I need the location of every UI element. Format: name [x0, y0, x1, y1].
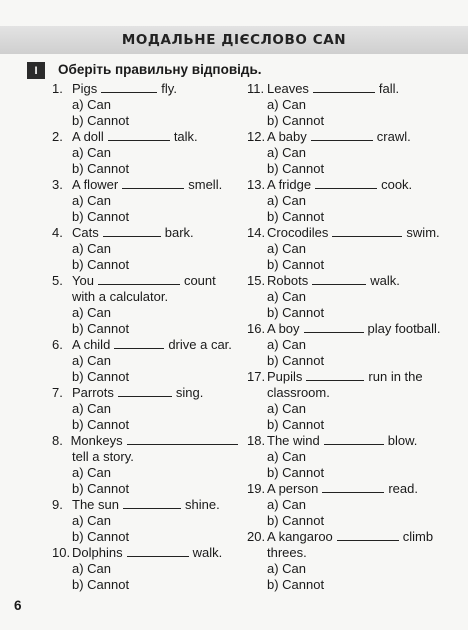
option-a[interactable]: a) Can — [267, 449, 307, 464]
question-number: 2. — [52, 129, 63, 144]
question-item — [52, 177, 242, 225]
question-end: crawl. — [376, 129, 411, 144]
question-line — [52, 177, 242, 193]
question-number: 9. — [52, 497, 63, 512]
option-a[interactable]: a) Can — [267, 401, 307, 416]
option-a[interactable]: a) Can — [267, 289, 307, 304]
question-item — [52, 81, 242, 129]
question-start: Cats — [72, 225, 99, 240]
option-b[interactable]: b) Cannot — [267, 161, 325, 176]
question-end: play football. — [367, 321, 441, 336]
question-start: Pupils — [267, 369, 303, 384]
answer-blank — [315, 177, 377, 189]
option-a[interactable]: a) Can — [267, 561, 307, 576]
question-end: read. — [388, 481, 418, 496]
question-end: smell. — [188, 177, 223, 192]
option-a[interactable]: a) Can — [267, 193, 307, 208]
question-start: Pigs — [72, 81, 98, 96]
question-number: 20. — [247, 529, 266, 544]
question-number: 15. — [247, 273, 266, 288]
option-a[interactable]: a) Can — [72, 401, 112, 416]
question-item — [247, 369, 447, 433]
option-b[interactable]: b) Cannot — [267, 465, 325, 480]
question-number: 8. — [52, 433, 63, 448]
answer-blank — [304, 321, 364, 333]
question-continuation: threes. — [267, 545, 307, 560]
question-number: 14. — [247, 225, 266, 240]
question-end: fall. — [378, 81, 400, 96]
question-number: 4. — [52, 225, 63, 240]
question-item — [52, 497, 242, 545]
right-question-column — [247, 81, 447, 593]
question-number: 6. — [52, 337, 63, 352]
question-start: Robots — [267, 273, 309, 288]
question-line — [247, 481, 447, 497]
question-line — [247, 177, 447, 193]
option-b[interactable]: b) Cannot — [72, 113, 130, 128]
answer-blank — [306, 369, 364, 381]
option-a[interactable]: a) Can — [267, 337, 307, 352]
option-b[interactable]: b) Cannot — [267, 113, 325, 128]
option-a[interactable]: a) Can — [267, 497, 307, 512]
question-start: Leaves — [267, 81, 309, 96]
question-start: The sun — [72, 497, 119, 512]
question-number: 11. — [247, 81, 265, 96]
question-line — [247, 369, 447, 385]
question-item — [247, 225, 447, 273]
option-a[interactable]: a) Can — [72, 193, 112, 208]
question-number: 19. — [247, 481, 266, 496]
option-a[interactable]: a) Can — [72, 241, 112, 256]
question-item — [52, 385, 242, 433]
question-start: Monkeys — [70, 433, 123, 448]
answer-blank — [118, 385, 172, 397]
question-end: talk. — [173, 129, 198, 144]
answer-blank — [127, 545, 189, 557]
answer-blank — [313, 81, 375, 93]
question-start: Parrots — [72, 385, 114, 400]
question-end: shine. — [184, 497, 220, 512]
section-title: МОДАЛЬНЕ ДІЄСЛОВО CAN — [121, 32, 347, 48]
answer-blank — [332, 225, 402, 237]
option-b[interactable]: b) Cannot — [72, 369, 130, 384]
option-a[interactable]: a) Can — [72, 305, 112, 320]
option-b[interactable]: b) Cannot — [267, 577, 325, 592]
answer-blank — [123, 497, 181, 509]
question-end: swim. — [406, 225, 440, 240]
question-item — [247, 81, 447, 129]
option-a[interactable]: a) Can — [72, 513, 112, 528]
question-start: A boy — [267, 321, 300, 336]
question-item — [247, 129, 447, 177]
option-b[interactable]: b) Cannot — [72, 209, 130, 224]
question-line — [52, 81, 242, 97]
page-number: 6 — [14, 598, 22, 613]
option-a[interactable]: a) Can — [72, 561, 112, 576]
question-start: A person — [267, 481, 319, 496]
question-line — [52, 545, 242, 561]
question-item — [247, 321, 447, 369]
question-start: A doll — [72, 129, 104, 144]
option-a[interactable]: a) Can — [72, 465, 112, 480]
answer-blank — [324, 433, 384, 445]
option-a[interactable]: a) Can — [267, 241, 307, 256]
question-continuation: with a calculator. — [72, 289, 169, 304]
question-end: sing. — [175, 385, 204, 400]
option-b[interactable]: b) Cannot — [72, 481, 130, 496]
question-number: 17. — [247, 369, 266, 384]
question-line — [52, 337, 242, 353]
question-line — [247, 321, 447, 337]
option-b[interactable]: b) Cannot — [72, 321, 130, 336]
option-a[interactable]: a) Can — [72, 97, 112, 112]
question-number: 12. — [247, 129, 266, 144]
question-number: 16. — [247, 321, 266, 336]
left-question-column — [52, 81, 242, 609]
question-item — [52, 545, 242, 609]
question-item — [52, 273, 242, 337]
question-number: 13. — [247, 177, 266, 192]
answer-blank — [103, 225, 161, 237]
option-b[interactable]: b) Cannot — [267, 513, 325, 528]
answer-blank — [114, 337, 164, 349]
option-b[interactable]: b) Cannot — [72, 417, 130, 432]
option-b[interactable]: b) Cannot — [72, 257, 130, 272]
question-start: Dolphins — [72, 545, 123, 560]
option-a[interactable]: a) Can — [267, 145, 307, 160]
option-b[interactable]: b) Cannot — [72, 577, 130, 592]
question-line — [247, 225, 447, 241]
question-start: A child — [72, 337, 111, 352]
question-number: 5. — [52, 273, 63, 288]
option-b[interactable]: b) Cannot — [72, 161, 130, 176]
option-b[interactable]: b) Cannot — [267, 257, 325, 272]
question-line — [52, 497, 242, 513]
question-number: 10. — [52, 545, 71, 560]
question-line — [52, 433, 242, 449]
question-item — [247, 529, 447, 593]
answer-blank — [98, 273, 180, 285]
answer-blank — [337, 529, 399, 541]
question-line — [247, 273, 447, 289]
question-item — [247, 481, 447, 529]
section-header — [0, 26, 468, 54]
option-b[interactable]: b) Cannot — [267, 417, 325, 432]
question-end: walk. — [192, 545, 223, 560]
option-b[interactable]: b) Cannot — [267, 305, 325, 320]
option-b[interactable]: b) Cannot — [267, 209, 325, 224]
answer-blank — [108, 129, 170, 141]
question-number: 18. — [247, 433, 266, 448]
answer-blank — [122, 177, 184, 189]
answer-blank — [312, 273, 366, 285]
question-start: A flower — [72, 177, 119, 192]
question-item — [247, 177, 447, 225]
question-number: 7. — [52, 385, 63, 400]
question-end: bark. — [164, 225, 194, 240]
question-item — [52, 225, 242, 273]
question-end: run in the — [368, 369, 423, 384]
task-number-badge: I — [27, 62, 45, 79]
question-line — [52, 225, 242, 241]
answer-blank — [127, 433, 238, 445]
question-line — [52, 273, 242, 289]
option-a[interactable]: a) Can — [72, 353, 112, 368]
answer-blank — [322, 481, 384, 493]
task-instruction: Оберіть правильну відповідь. — [58, 62, 262, 77]
question-end: cook. — [381, 177, 413, 192]
option-b[interactable]: b) Cannot — [267, 353, 325, 368]
question-item — [247, 433, 447, 481]
answer-blank — [101, 81, 157, 93]
question-number: 1. — [52, 81, 63, 96]
option-a[interactable]: a) Can — [267, 97, 307, 112]
question-line — [52, 385, 242, 401]
question-end: fly. — [161, 81, 177, 96]
question-line — [52, 129, 242, 145]
option-a[interactable]: a) Can — [72, 145, 112, 160]
question-end: blow. — [387, 433, 418, 448]
question-line — [247, 529, 447, 545]
question-line — [247, 129, 447, 145]
question-start: The wind — [267, 433, 320, 448]
answer-blank — [311, 129, 373, 141]
question-start: A baby — [267, 129, 307, 144]
question-end: walk. — [370, 273, 400, 288]
question-item — [247, 273, 447, 321]
question-continuation: classroom. — [267, 385, 330, 400]
question-number: 3. — [52, 177, 63, 192]
question-start: A fridge — [267, 177, 312, 192]
question-end: count — [183, 273, 216, 288]
question-line — [247, 433, 447, 449]
option-b[interactable]: b) Cannot — [72, 529, 130, 544]
question-item — [52, 433, 242, 497]
question-item — [52, 129, 242, 177]
question-start: A kangaroo — [267, 529, 333, 544]
question-start: You — [72, 273, 94, 288]
question-line — [247, 81, 447, 97]
question-end: drive a car. — [168, 337, 232, 352]
question-end: climb — [402, 529, 434, 544]
question-continuation: tell a story. — [72, 449, 134, 464]
question-start: Crocodiles — [267, 225, 329, 240]
question-item — [52, 337, 242, 385]
